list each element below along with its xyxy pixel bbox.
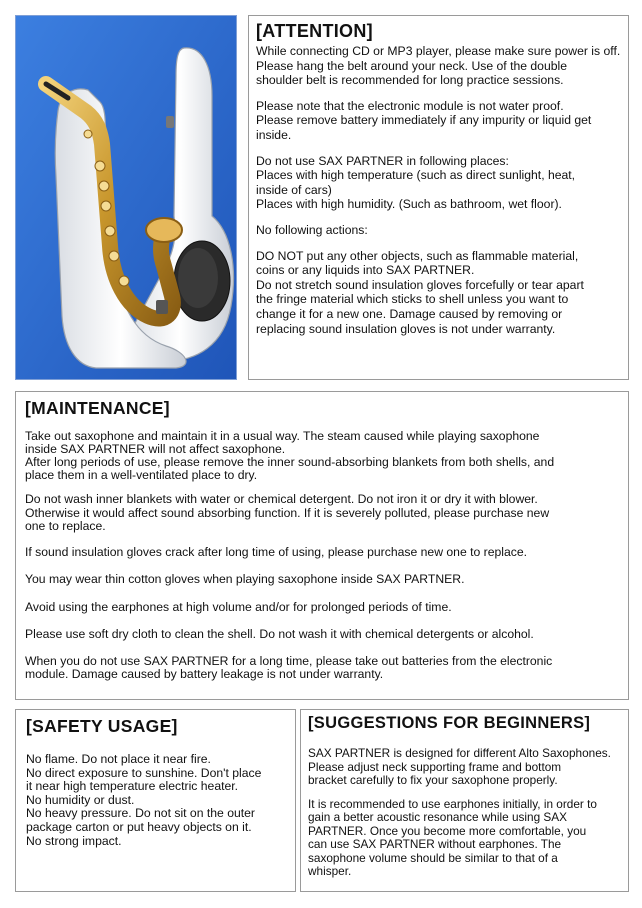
text-line: No following actions: (256, 222, 368, 237)
text-line: Please use soft dry cloth to clean the shell. Do not wash it with chemical detergents or alcohol. (25, 627, 534, 642)
text-line: No strong impact. (26, 833, 122, 848)
text-line: While connecting CD or MP3 player, please make sure power is off. (256, 44, 621, 58)
text-line: replacing sound insulation gloves is not under warranty. (256, 321, 556, 336)
text-line: Please hang the belt around your neck. Use of the double (256, 58, 567, 73)
maintenance-paragraph (25, 655, 622, 682)
text-line: inside. (256, 127, 292, 142)
text-line: Take out saxophone and maintain it in a usual way. The steam caused while playing saxophone (25, 429, 540, 443)
text-line: PARTNER. Once you become more comfortable, you (308, 823, 587, 838)
text-line: whisper. (308, 864, 352, 878)
text-line: DO NOT put any other objects, such as flammable material, (256, 248, 579, 263)
attention-paragraph (256, 154, 624, 212)
text-line: No humidity or dust. (26, 792, 135, 807)
attention-body (256, 44, 624, 336)
text-line: SAX PARTNER is designed for different Alto Saxophones. (308, 746, 611, 760)
text-line: Please adjust neck supporting frame and bottom (308, 759, 562, 774)
text-line: After long periods of use, please remove the inner sound-absorbing blankets from both shells, and (25, 455, 555, 469)
text-line: shoulder belt is recommended for long practice sessions. (256, 73, 564, 88)
text-line: place them in a well-ventilated place to dry. (25, 468, 258, 482)
text-line: package carton or put heavy objects on it. (26, 819, 252, 834)
text-line: When you do not use SAX PARTNER for a long time, please take out batteries from the electronic (25, 653, 553, 668)
text-line: Please remove battery immediately if any impurity or liquid get (256, 113, 592, 128)
text-line: If sound insulation gloves crack after long time of using, please purchase new one to replace. (25, 544, 528, 559)
text-line: inside of cars) (256, 182, 332, 197)
attention-paragraph (256, 223, 624, 238)
text-line: gain a better acoustic resonance while using SAX (308, 810, 568, 824)
safety-body (26, 753, 289, 848)
beginners-title: [SUGGESTIONS FOR BEGINNERS] (308, 714, 591, 732)
text-line: You may wear thin cotton gloves when playing saxophone inside SAX PARTNER. (25, 572, 465, 587)
text-line: Do not wash inner blankets with water or chemical detergent. Do not iron it or dry it with blower. (25, 492, 538, 506)
text-line: change it for a new one. Damage caused by removing or (256, 306, 563, 321)
text-line: one to replace. (25, 519, 106, 533)
saxophone-case-illustration (16, 16, 237, 380)
maintenance-paragraph (25, 572, 622, 587)
text-line: inside SAX PARTNER will not affect saxophone. (25, 442, 286, 456)
text-line: it near high temperature electric heater. (26, 779, 239, 794)
maintenance-paragraph (25, 493, 622, 534)
text-line: bracket carefully to fix your saxophone properly. (308, 773, 558, 787)
product-photo (15, 15, 237, 380)
text-line: Do not stretch sound insulation gloves forcefully or tear apart (256, 277, 584, 292)
text-line: No flame. Do not place it near fire. (26, 752, 211, 766)
safety-section (15, 709, 296, 892)
attention-paragraph (256, 44, 624, 88)
attention-paragraph (256, 249, 624, 337)
text-line: coins or any liquids into SAX PARTNER. (256, 263, 475, 278)
safety-title: [SAFETY USAGE] (26, 716, 178, 736)
maintenance-paragraph (25, 430, 622, 482)
text-line: Places with high humidity. (Such as bathroom, wet floor). (256, 197, 562, 212)
text-line: Do not use SAX PARTNER in following places: (256, 153, 509, 168)
text-line: saxophone volume should be similar to that of a (308, 850, 558, 865)
attention-paragraph (256, 99, 624, 143)
text-line: module. Damage caused by battery leakage is not under warranty. (25, 667, 384, 682)
text-line: No direct exposure to sunshine. Don't place (26, 765, 262, 780)
text-line: It is recommended to use earphones initially, in order to (308, 796, 597, 811)
text-line: Places with high temperature (such as direct sunlight, heat, (256, 168, 576, 183)
beginners-paragraph (308, 798, 624, 879)
text-line: Otherwise it would affect sound absorbing function. If it is severely polluted, please purchase new (25, 505, 550, 520)
beginners-body (308, 747, 624, 879)
attention-title: [ATTENTION] (256, 21, 373, 41)
beginners-section (300, 709, 629, 892)
attention-section (248, 15, 629, 380)
text-line: Avoid using the earphones at high volume and/or for prolonged periods of time. (25, 599, 452, 614)
text-line: can use SAX PARTNER without earphones. The (308, 837, 562, 851)
text-line: the fringe material which sticks to shell unless you want to (256, 292, 569, 307)
maintenance-paragraph (25, 627, 622, 642)
text-line: No heavy pressure. Do not sit on the outer (26, 806, 255, 821)
maintenance-paragraph (25, 600, 622, 615)
maintenance-paragraph (25, 545, 622, 560)
text-line: Please note that the electronic module is not water proof. (256, 98, 564, 113)
maintenance-body (25, 430, 622, 682)
maintenance-title: [MAINTENANCE] (25, 398, 170, 418)
beginners-paragraph (308, 747, 624, 788)
maintenance-section (15, 391, 629, 700)
